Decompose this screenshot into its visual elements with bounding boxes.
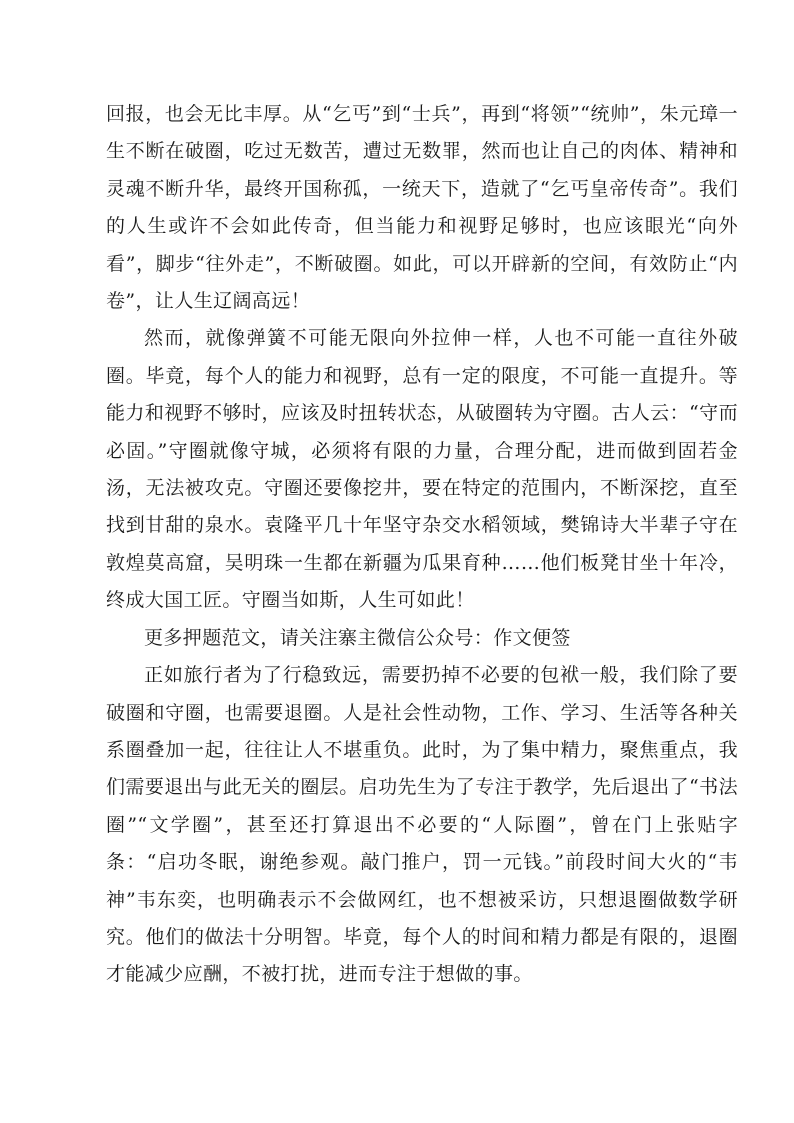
promo-note: 更多押题范文，请关注寨主微信公众号：作文便签: [144, 626, 571, 649]
paragraph-guarding-circle: 然而，就像弹簧不可能无限向外拉伸一样，人也不可能一直往外破圈。毕竟，每个人的能力和视野，总有一定的限度，不可能一直提升。等能力和视野不够时，应该及时扭转状态，从破圈转为守圈。古人云：“守而必固。”守圈就像守城，必须将有限的力量，合理分配，进而做到固若金汤，无法被攻克。守圈还要像挖井，要在特定的范围内，不断深挖，直至找到甘甜的泉水。袁隆平几十年坚守杂交水稻领域，樊锦诗大半辈子守在敦煌莫高窟，吴明珠一生都在新疆为瓜果育种……他们板凳甘坐十年冷，终成大国工匠。守圈当如斯，人生可如此！: [106, 327, 738, 612]
essay-body: [106, 96, 738, 994]
paragraph-exiting-circle: 正如旅行者为了行稳致远，需要扔掉不必要的包袱一般，我们除了要破圈和守圈，也需要退圈。人是社会性动物，工作、学习、生活等各种关系圈叠加一起，往往让人不堪重负。此时，为了集中精力，聚焦重点，我们需要退出与此无关的圈层。启功先生为了专注于教学，先后退出了“书法圈”“文学圈”，甚至还打算退出不必要的“人际圈”，曾在门上张贴字条：“启功冬眠，谢绝参观。敲门推户，罚一元钱。”前段时间大火的“韦神”韦东奕，也明确表示不会做网红，也不想被采访，只想退圈做数学研究。他们的做法十分明智。毕竟，每个人的时间和精力都是有限的，退圈才能减少应酬，不被打扰，进而专注于想做的事。: [106, 664, 738, 986]
paragraph-continuation: 回报，也会无比丰厚。从“乞丐”到“士兵”，再到“将领”“统帅”，朱元璋一生不断在破圈，吃过无数苦，遭过无数罪，然而也让自己的肉体、精神和灵魂不断升华，最终开国称孤，一统天下，造就了“乞丐皇帝传奇”。我们的人生或许不会如此传奇，但当能力和视野足够时，也应该眼光“向外看”，脚步“往外走”，不断破圈。如此，可以开辟新的空间，有效防止“内卷”，让人生辽阔高远！: [106, 103, 738, 313]
